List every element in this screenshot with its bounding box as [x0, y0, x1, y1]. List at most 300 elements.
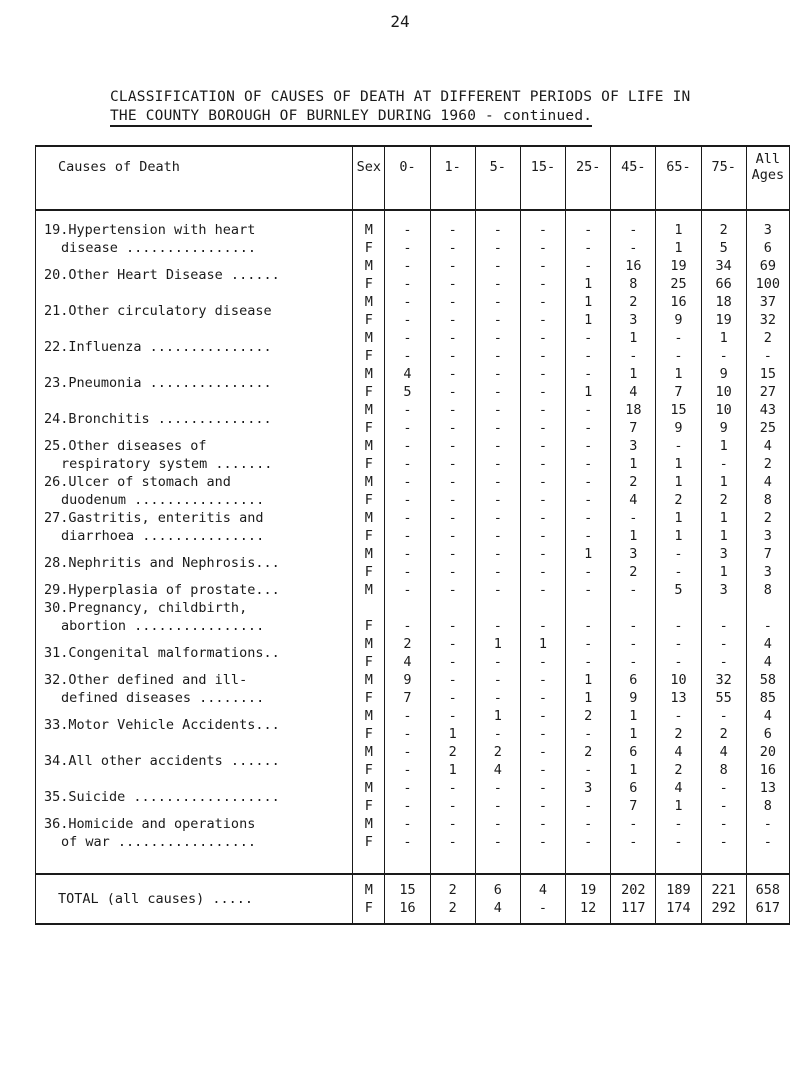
count-value: -: [403, 528, 412, 544]
age-group-cell: [430, 635, 475, 671]
count-value: -: [584, 834, 593, 850]
header-sex: Sex: [353, 146, 385, 210]
table-subtitle: THE COUNTY BOROUGH OF BURNLEY DURING 1960 - continued.: [110, 108, 592, 127]
count-value: -: [493, 222, 502, 238]
count-value: -: [448, 384, 457, 400]
count-value: -: [403, 474, 412, 490]
count-value: -: [674, 654, 683, 670]
age-group-cell: [520, 473, 565, 509]
cause-cell: [36, 635, 353, 671]
age-group-cell: [701, 257, 746, 293]
table-title: CLASSIFICATION OF CAUSES OF DEATH AT DIFFERENT PERIODS OF LIFE IN: [110, 89, 691, 105]
count-value: -: [584, 402, 593, 418]
count-value: -: [584, 492, 593, 508]
count-value: -: [584, 528, 593, 544]
count-value: 32: [715, 672, 732, 688]
count-value: -: [493, 816, 502, 832]
sex-value: F: [364, 690, 373, 706]
count-value: 1: [719, 438, 728, 454]
count-value: -: [674, 348, 683, 364]
sex-cell: [353, 779, 385, 815]
count-value: 6: [763, 240, 772, 256]
count-value: -: [493, 618, 502, 634]
count-value: 3: [629, 438, 638, 454]
count-value: 15: [670, 402, 687, 418]
cause-cell: [36, 671, 353, 707]
count-value: -: [403, 420, 412, 436]
count-value: -: [629, 240, 638, 256]
age-group-cell: [430, 581, 475, 599]
age-group-cell: [701, 473, 746, 509]
age-group-cell: [611, 671, 656, 707]
count-value: 4: [629, 384, 638, 400]
count-value: -: [493, 672, 502, 688]
count-value: 1: [493, 708, 502, 724]
age-group-cell: [566, 329, 611, 365]
age-group-cell: [430, 671, 475, 707]
count-value: [702, 599, 746, 617]
count-value: -: [493, 528, 502, 544]
age-group-cell: [611, 779, 656, 815]
age-group-cell: [701, 293, 746, 329]
header-all-line2: Ages: [751, 167, 785, 183]
count-value: -: [448, 240, 457, 256]
age-group-cell: [566, 545, 611, 581]
count-value: -: [493, 330, 502, 346]
age-group-cell: [656, 221, 701, 257]
count-value: -: [538, 474, 548, 490]
count-value: 10: [670, 672, 687, 688]
age-group-cell: [611, 545, 656, 581]
cause-label: 35.Suicide ..................: [44, 789, 280, 805]
count-value: [385, 599, 429, 617]
count-value: 9: [719, 366, 728, 382]
sex-value: F: [364, 312, 373, 328]
count-value: 19: [670, 258, 687, 274]
sex-value: F: [364, 900, 373, 916]
sex-cell: [353, 599, 385, 635]
total-value: 292: [711, 900, 736, 916]
cause-cell: [36, 545, 353, 581]
count-value: 1: [629, 708, 638, 724]
count-value: -: [448, 510, 457, 526]
count-value: 8: [629, 276, 638, 292]
count-value: -: [403, 492, 412, 508]
count-value: -: [448, 708, 457, 724]
count-value: 4: [763, 708, 772, 724]
count-value: -: [403, 510, 412, 526]
cause-label: 20.Other Heart Disease ......: [44, 267, 280, 283]
sex-value: F: [364, 456, 373, 472]
count-value: -: [584, 258, 593, 274]
count-value: -: [674, 546, 683, 562]
count-value: 10: [715, 384, 732, 400]
table-row: [36, 329, 790, 365]
count-value: 25: [759, 420, 776, 436]
count-value: [476, 599, 520, 617]
count-value: -: [538, 384, 548, 400]
sex-value: M: [364, 546, 373, 562]
header-age-75: 75-: [701, 146, 746, 210]
age-group-cell: [520, 707, 565, 743]
count-value: -: [538, 780, 548, 796]
age-group-cell: [475, 635, 520, 671]
sex-cell: [353, 221, 385, 257]
age-group-cell: [611, 635, 656, 671]
age-group-cell: [701, 779, 746, 815]
age-group-cell: [430, 437, 475, 473]
all-ages-cell: [746, 815, 789, 851]
age-group-cell: [611, 599, 656, 635]
cause-cell: [36, 401, 353, 437]
count-value: -: [763, 348, 772, 364]
all-ages-cell: [746, 293, 789, 329]
count-value: 4: [629, 492, 638, 508]
age-group-cell: [656, 365, 701, 401]
sex-value: F: [364, 240, 373, 256]
count-value: 2: [629, 294, 638, 310]
count-value: 3: [719, 582, 728, 598]
count-value: 1: [629, 330, 638, 346]
count-value: -: [493, 402, 502, 418]
count-value: 20: [759, 744, 776, 760]
age-group-cell: [566, 671, 611, 707]
all-ages-cell: [746, 473, 789, 509]
count-value: -: [538, 312, 548, 328]
count-value: -: [403, 330, 412, 346]
count-value: 1: [629, 726, 638, 742]
count-value: -: [403, 276, 412, 292]
age-group-cell: [566, 221, 611, 257]
count-value: -: [448, 456, 457, 472]
total-age-group-cell: [611, 874, 656, 924]
age-group-cell: [520, 779, 565, 815]
age-group-cell: [385, 473, 430, 509]
total-label: TOTAL (all causes) .....: [36, 874, 353, 924]
total-age-group-cell: [566, 874, 611, 924]
header-cause: Causes of Death: [36, 146, 353, 210]
cause-cell: [36, 599, 353, 635]
count-value: 7: [629, 798, 638, 814]
count-value: -: [493, 798, 502, 814]
count-value: 7: [403, 690, 412, 706]
count-value: -: [448, 780, 457, 796]
cause-label: 32.Other defined and ill-: [44, 672, 248, 688]
all-ages-cell: [746, 707, 789, 743]
count-value: 1: [629, 528, 638, 544]
age-group-cell: [701, 545, 746, 581]
age-group-cell: [385, 293, 430, 329]
count-value: 32: [759, 312, 776, 328]
count-value: -: [584, 816, 593, 832]
sex-value: F: [364, 492, 373, 508]
table-row: [36, 545, 790, 581]
cause-label: 23.Pneumonia ...............: [44, 375, 272, 391]
cause-label: 21.Other circulatory disease: [44, 303, 272, 319]
age-group-cell: [475, 671, 520, 707]
count-value: -: [448, 564, 457, 580]
count-value: -: [403, 258, 412, 274]
header-age-5: 5-: [475, 146, 520, 210]
count-value: -: [493, 420, 502, 436]
total-value: 19: [580, 882, 597, 898]
sex-value: M: [364, 438, 373, 454]
count-value: -: [719, 618, 728, 634]
count-value: -: [763, 816, 772, 832]
count-value: 4: [674, 744, 683, 760]
all-ages-cell: [746, 401, 789, 437]
age-group-cell: [611, 221, 656, 257]
count-value: -: [493, 240, 502, 256]
count-value: 1: [584, 312, 593, 328]
all-ages-cell: [746, 545, 789, 581]
age-group-cell: [701, 509, 746, 545]
all-ages-cell: [746, 671, 789, 707]
table-row: [36, 635, 790, 671]
count-value: 1: [719, 330, 728, 346]
count-value: -: [493, 312, 502, 328]
age-group-cell: [385, 437, 430, 473]
count-value: -: [584, 726, 593, 742]
age-group-cell: [520, 635, 565, 671]
age-group-cell: [475, 599, 520, 635]
count-value: -: [584, 240, 593, 256]
age-group-cell: [566, 473, 611, 509]
count-value: 1: [719, 510, 728, 526]
cause-cell: [36, 581, 353, 599]
count-value: 9: [674, 312, 683, 328]
count-value: -: [629, 348, 638, 364]
count-value: 34: [715, 258, 732, 274]
age-group-cell: [385, 671, 430, 707]
count-value: -: [538, 528, 548, 544]
count-value: -: [719, 348, 728, 364]
count-value: 1: [629, 366, 638, 382]
count-value: -: [403, 816, 412, 832]
header-all-ages: [746, 146, 789, 210]
count-value: [521, 599, 565, 617]
count-value: -: [493, 564, 502, 580]
count-value: 43: [759, 402, 776, 418]
age-group-cell: [656, 635, 701, 671]
age-group-cell: [656, 779, 701, 815]
count-value: 1: [674, 456, 683, 472]
count-value: -: [584, 366, 593, 382]
count-value: -: [629, 582, 638, 598]
age-group-cell: [520, 815, 565, 851]
sex-cell: [353, 635, 385, 671]
sex-value: M: [364, 222, 373, 238]
age-group-cell: [611, 509, 656, 545]
total-value: 2: [448, 882, 457, 898]
age-group-cell: [385, 509, 430, 545]
count-value: -: [629, 654, 638, 670]
count-value: 1: [719, 564, 728, 580]
age-group-cell: [475, 581, 520, 599]
count-value: 9: [629, 690, 638, 706]
count-value: -: [538, 654, 548, 670]
count-value: -: [493, 492, 502, 508]
count-value: 2: [763, 456, 772, 472]
count-value: -: [493, 384, 502, 400]
age-group-cell: [566, 581, 611, 599]
age-group-cell: [430, 509, 475, 545]
count-value: -: [403, 798, 412, 814]
sex-value: M: [364, 330, 373, 346]
count-value: -: [493, 276, 502, 292]
count-value: 8: [763, 798, 772, 814]
age-group-cell: [430, 329, 475, 365]
age-group-cell: [656, 329, 701, 365]
count-value: -: [629, 618, 638, 634]
sex-value: M: [364, 366, 373, 382]
count-value: -: [538, 366, 548, 382]
age-group-cell: [611, 293, 656, 329]
age-group-cell: [475, 401, 520, 437]
count-value: -: [448, 258, 457, 274]
count-value: 6: [629, 672, 638, 688]
age-group-cell: [566, 365, 611, 401]
count-value: -: [493, 546, 502, 562]
age-group-cell: [656, 257, 701, 293]
count-value: -: [448, 222, 457, 238]
count-value: -: [493, 456, 502, 472]
count-value: -: [403, 708, 412, 724]
count-value: 4: [763, 474, 772, 490]
total-value: 15: [399, 882, 416, 898]
count-value: 100: [755, 276, 781, 292]
count-value: -: [403, 618, 412, 634]
total-value: 4: [538, 882, 548, 898]
cause-cell: [36, 365, 353, 401]
count-value: 13: [670, 690, 687, 706]
total-value: 202: [621, 882, 646, 898]
table-row: [36, 509, 790, 545]
count-value: -: [448, 672, 457, 688]
count-value: -: [493, 474, 502, 490]
count-value: -: [403, 348, 412, 364]
count-value: 4: [403, 654, 412, 670]
all-ages-cell: [746, 257, 789, 293]
count-value: -: [719, 636, 728, 652]
count-value: 6: [763, 726, 772, 742]
age-group-cell: [520, 365, 565, 401]
count-value: 85: [759, 690, 776, 706]
count-value: 1: [448, 762, 457, 778]
age-group-cell: [430, 743, 475, 779]
count-value: -: [584, 564, 593, 580]
count-value: -: [584, 636, 593, 652]
all-ages-cell: [746, 329, 789, 365]
count-value: -: [674, 816, 683, 832]
count-value: 8: [719, 762, 728, 778]
count-value: 3: [763, 528, 772, 544]
age-group-cell: [611, 365, 656, 401]
age-group-cell: [611, 815, 656, 851]
count-value: -: [674, 708, 683, 724]
count-value: -: [584, 330, 593, 346]
total-value: 658: [755, 882, 781, 898]
sex-value: M: [364, 816, 373, 832]
age-group-cell: [385, 815, 430, 851]
count-value: 1: [538, 636, 548, 652]
count-value: 58: [759, 672, 776, 688]
count-value: 1: [584, 690, 593, 706]
count-value: 1: [629, 762, 638, 778]
count-value: -: [538, 744, 548, 760]
sex-value: M: [364, 780, 373, 796]
sex-cell: [353, 707, 385, 743]
count-value: 3: [629, 546, 638, 562]
age-group-cell: [475, 437, 520, 473]
count-value: -: [448, 636, 457, 652]
count-value: -: [538, 564, 548, 580]
age-group-cell: [611, 257, 656, 293]
cause-cell: [36, 743, 353, 779]
sex-value: M: [364, 402, 373, 418]
count-value: 1: [674, 240, 683, 256]
age-group-cell: [566, 635, 611, 671]
count-value: -: [448, 294, 457, 310]
count-value: -: [403, 726, 412, 742]
age-group-cell: [430, 221, 475, 257]
count-value: 1: [584, 384, 593, 400]
count-value: -: [584, 438, 593, 454]
age-group-cell: [385, 221, 430, 257]
count-value: 4: [403, 366, 412, 382]
count-value: -: [538, 672, 548, 688]
count-value: -: [719, 816, 728, 832]
count-value: 1: [584, 294, 593, 310]
count-value: -: [584, 456, 593, 472]
age-group-cell: [656, 401, 701, 437]
count-value: -: [538, 834, 548, 850]
count-value: -: [448, 546, 457, 562]
sex-value: F: [364, 348, 373, 364]
cause-cell: [36, 707, 353, 743]
age-group-cell: [611, 437, 656, 473]
total-value: 2: [448, 900, 457, 916]
count-value: 5: [719, 240, 728, 256]
age-group-cell: [520, 221, 565, 257]
cause-label: 29.Hyperplasia of prostate...: [44, 582, 280, 598]
count-value: -: [584, 420, 593, 436]
cause-label-continued: respiratory system .......: [61, 456, 273, 472]
total-all-ages-cell: [746, 874, 789, 924]
age-group-cell: [566, 599, 611, 635]
count-value: -: [403, 762, 412, 778]
age-group-cell: [385, 365, 430, 401]
count-value: -: [538, 762, 548, 778]
age-group-cell: [656, 509, 701, 545]
count-value: -: [538, 816, 548, 832]
age-group-cell: [385, 581, 430, 599]
sex-value: M: [364, 258, 373, 274]
age-group-cell: [385, 257, 430, 293]
age-group-cell: [520, 437, 565, 473]
count-value: -: [493, 258, 502, 274]
sex-value: M: [364, 636, 373, 652]
count-value: -: [584, 762, 593, 778]
count-value: -: [403, 294, 412, 310]
count-value: -: [448, 492, 457, 508]
count-value: 2: [719, 726, 728, 742]
total-age-group-cell: [430, 874, 475, 924]
count-value: [656, 599, 700, 617]
count-value: -: [584, 474, 593, 490]
sex-value: M: [364, 708, 373, 724]
age-group-cell: [475, 815, 520, 851]
